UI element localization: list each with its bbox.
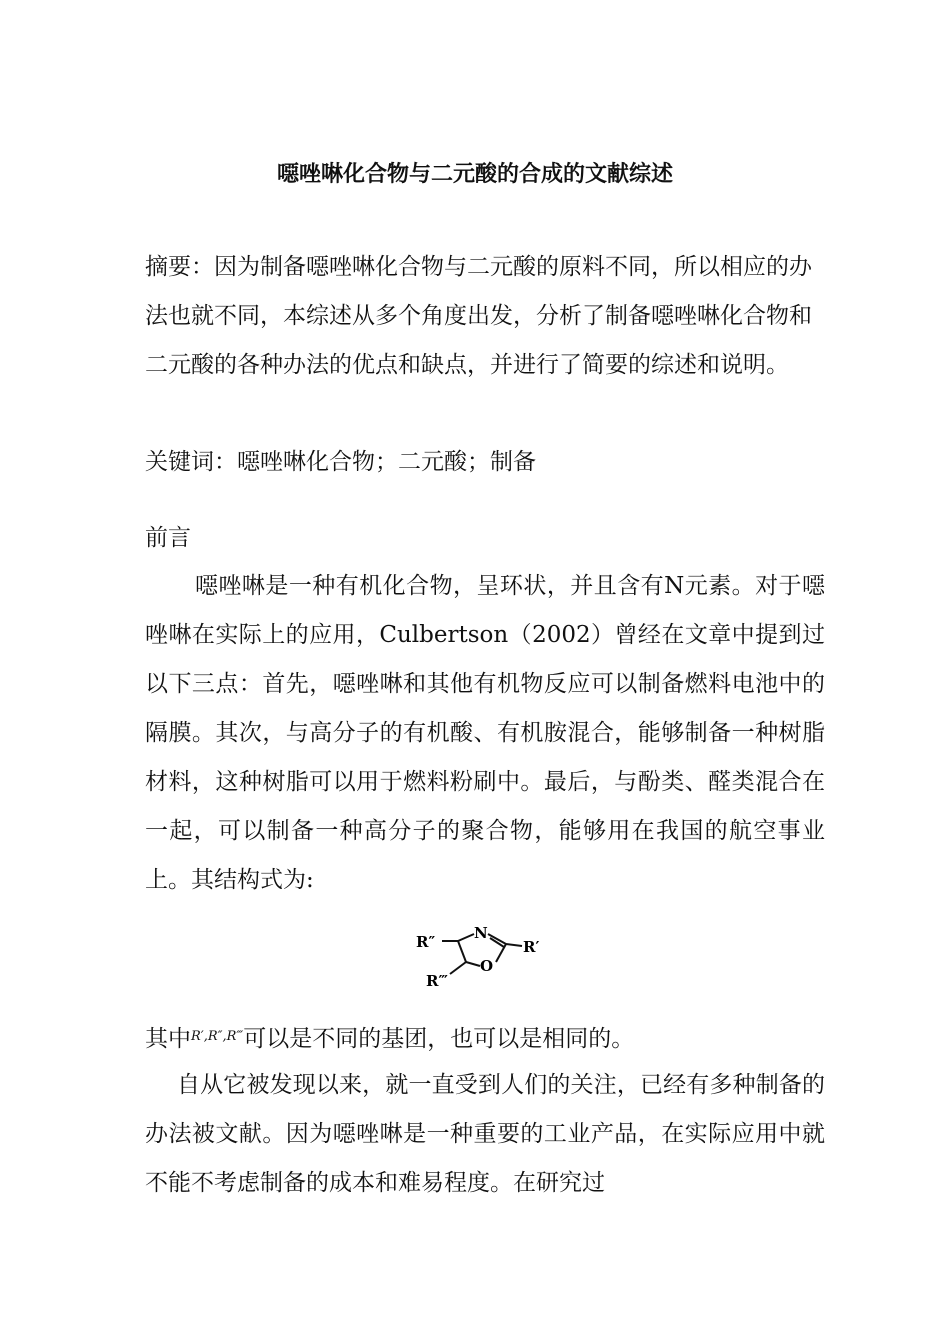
where-line — [145, 1012, 825, 1064]
where-prefix: 其中 — [145, 1026, 191, 1052]
history-paragraph: 自从它被发现以来，就一直受到人们的关注，已经有多种制备的办法被文献。因为噁唑啉是一种重要的工业产品，在实际应用中就不能不考虑制备的成本和难易程度。在研究过 — [145, 1072, 825, 1196]
o-atom-label: O — [480, 957, 494, 975]
r-prime-label: R′ — [523, 938, 540, 956]
preface-heading: 前言 — [145, 525, 191, 551]
oxazoline-structure-icon — [410, 916, 550, 996]
r-triple-label: R‴ — [426, 972, 448, 990]
keywords-line: 关键词：噁唑啉化合物；二元酸；制备 — [145, 449, 536, 475]
document-title: 噁唑啉化合物与二元酸的合成的文献综述 — [276, 162, 673, 187]
r-double-label: R″ — [416, 933, 436, 951]
abstract-paragraph: 摘要：因为制备噁唑啉化合物与二元酸的原料不同，所以相应的办法也就不同，本综述从多个角度出发，分析了制备噁唑啉化合物和二元酸的各种办法的优点和缺点，并进行了简要的综述和说明。 — [145, 254, 812, 378]
n-atom-label: N — [474, 924, 488, 942]
where-suffix: 可以是不同的基团，也可以是相同的。 — [243, 1026, 635, 1052]
intro-paragraph: 噁唑啉是一种有机化合物，呈环状，并且含有N元素。对于噁唑啉在实际上的应用，Culbertson（2002）曾经在文章中提到过以下三点：首先，噁唑啉和其他有机物反应可以制备燃料电池中的隔膜。其次，与高分子的有机酸、有机胺混合，能够制备一种树脂材料，这种树脂可以用于燃料粉刷中。最后，与酚类、醛类混合在一起，可以制备一种高分子的聚合物，能够用在我国的航空事业上。其结构式为: — [145, 573, 825, 893]
where-r-labels: R′,R″,R‴ — [191, 1029, 244, 1044]
